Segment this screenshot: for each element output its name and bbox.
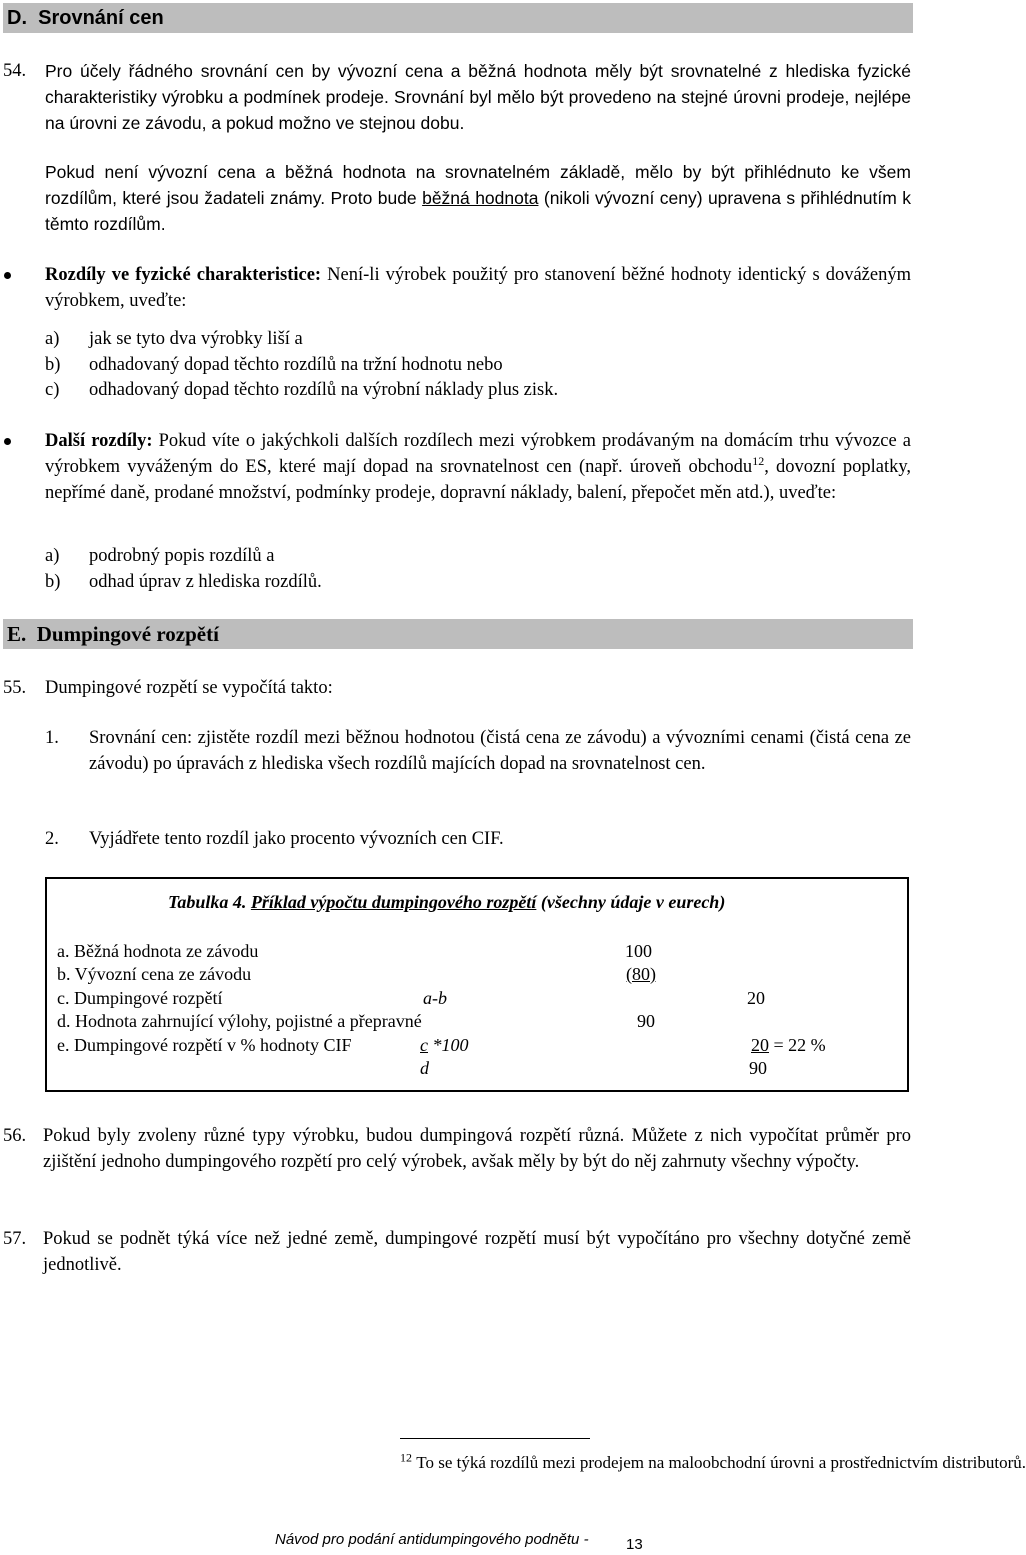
footer-page-number: 13 [626, 1536, 643, 1553]
section-e-heading [3, 619, 913, 649]
table-row-formula-denominator: d [420, 1058, 429, 1078]
table-4-title-underlined: Příklad výpočtu dumpingového rozpětí [250, 892, 537, 912]
table-row-value-denominator: 90 [749, 1058, 767, 1078]
bullet-other-differences-text-before: Pokud víte o jakýchkoli dalších rozdílech mezi výrobkem prodávaným na domácím trhu vývozce a výrobkem vyváženým do ES, které mají dopad na srovnatelnost cen (např. úroveň obchodu [45, 431, 911, 477]
list-item-label: a) [45, 546, 60, 566]
table-row-value: 100 [625, 941, 652, 961]
paragraph-56-number: 56. [3, 1126, 27, 1146]
list-item-label: 1. [45, 728, 59, 748]
bullet-other-differences [45, 428, 911, 506]
bullet-physical-differences-text: Není-li výrobek použitý pro stanovení běžné hodnoty identický s dováženým výrobkem, uveďte: [45, 265, 911, 311]
paragraph-54b-text-after: (nikoli vývozní ceny) upravena s přihlédnutím k těmto rozdílům. [45, 188, 911, 234]
table-row-value: (80) [626, 964, 656, 984]
list-item-label: c) [45, 380, 60, 400]
list-item-text: odhadovaný dopad těchto rozdílů na výrobní náklady plus zisk. [89, 380, 559, 400]
list-item-label: 2. [45, 829, 59, 849]
table-row-formula-numerator [420, 1034, 469, 1056]
table-row-value: 20 [747, 988, 765, 1008]
paragraph-56-text: Pokud byly zvoleny různé typy výrobku, budou dumpingová rozpětí různá. Můžete z nich vypočítat průměr pro zjištění jednoho dumpingového rozpětí pro celý výrobek, avšak měly by být do něj zahrnuty všechny výpočty. [43, 1126, 911, 1172]
paragraph-54b [45, 159, 911, 237]
section-d-title: Srovnání cen [38, 7, 164, 29]
footnote-text: To se týká rozdílů mezi prodejem na maloobchodní úrovni a prostřednictvím distributorů. [416, 1453, 1026, 1472]
section-e-label: E. [7, 622, 27, 646]
table-row-label: b. Vývozní cena ze závodu [57, 964, 252, 984]
bullet-physical-differences-title: Rozdíly ve fyzické charakteristice: [45, 265, 322, 285]
paragraph-54-number: 54. [3, 61, 27, 81]
section-d-label: D. [7, 7, 27, 29]
footnote-ref[interactable]: 12 [752, 453, 765, 468]
list-item-text: podrobný popis rozdílů a [89, 546, 275, 566]
formula-rest: *100 [428, 1035, 469, 1055]
list-item-label: b) [45, 355, 61, 375]
value-numerator: 20 [751, 1035, 769, 1055]
section-d-heading [3, 3, 913, 33]
bullet-other-differences-title: Další rozdíly: [45, 431, 153, 451]
list-item-text: Srovnání cen: zjistěte rozdíl mezi běžnou hodnotou (čistá cena ze závodu) a vývozními cenami (čistá cena ze závodu) po úpravách z hlediska všech rozdílů majících dopad na srovnatelnost cen. [89, 728, 911, 774]
bullet-physical-differences [45, 262, 911, 314]
paragraph-54b-underlined: běžná hodnota [422, 188, 539, 208]
table-4-title [168, 892, 725, 913]
table-row-value: 90 [637, 1011, 655, 1031]
section-e-title: Dumpingové rozpětí [36, 622, 219, 646]
bullet-icon [4, 272, 11, 279]
list-item-label: b) [45, 572, 61, 592]
list-item-text: odhadovaný dopad těchto rozdílů na tržní hodnotu nebo [89, 355, 503, 375]
paragraph-57-number: 57. [3, 1229, 27, 1249]
paragraph-55-text: Dumpingové rozpětí se vypočítá takto: [45, 678, 333, 698]
table-row-label: e. Dumpingové rozpětí v % hodnoty CIF [57, 1035, 352, 1055]
paragraph-57-text: Pokud se podnět týká více než jedné země, dumpingové rozpětí musí být vypočítáno pro všechny dotyčné země jednotlivě. [43, 1229, 911, 1275]
list-item-text: jak se tyto dva výrobky liší a [89, 329, 303, 349]
list-item-text: Vyjádřete tento rozdíl jako procento vývozních cen CIF. [89, 829, 504, 849]
table-4-title-prefix: Tabulka 4. [168, 892, 251, 912]
list-item-text: odhad úprav z hlediska rozdílů. [89, 572, 322, 592]
table-4-title-suffix: (všechny údaje v eurech) [536, 892, 726, 912]
formula-variable: c [420, 1035, 428, 1055]
paragraph-55-number: 55. [3, 678, 27, 698]
table-row-value-numerator [751, 1034, 826, 1056]
table-row-label: c. Dumpingové rozpětí [57, 988, 223, 1008]
table-row-formula: a-b [423, 988, 447, 1008]
footer-title: Návod pro podání antidumpingového podnětu - [275, 1531, 589, 1548]
bullet-icon [4, 438, 11, 445]
footnote-separator [400, 1438, 590, 1439]
value-rest: = 22 % [769, 1035, 826, 1055]
footnote [400, 1451, 1026, 1475]
table-row-label: d. Hodnota zahrnující výlohy, pojistné a přepravné [57, 1011, 422, 1031]
footnote-number: 12 [400, 1450, 412, 1465]
paragraph-54b-text-before: Pokud není vývozní cena a běžná hodnota na srovnatelném základě, mělo by být přihlédnuto ke všem rozdílům, které jsou žadateli známy. Proto bude [45, 162, 911, 208]
list-item-label: a) [45, 329, 60, 349]
table-row-label: a. Běžná hodnota ze závodu [57, 941, 259, 961]
bullet-other-differences-text-after: , dovozní poplatky, nepřímé daně, prodané množství, podmínky prodeje, dopravní náklady, balení, přepočet měn atd.), uveďte: [45, 457, 912, 503]
paragraph-54-text: Pro účely řádného srovnání cen by vývozní cena a běžná hodnota měly být srovnatelné z hlediska fyzické charakteristiky výrobku a podmínek prodeje. Srovnání byl mělo být provedeno na stejné úrovni prodeje, nejlépe na úrovni ze závodu, a pokud možno ve stejnou dobu. [45, 61, 911, 133]
